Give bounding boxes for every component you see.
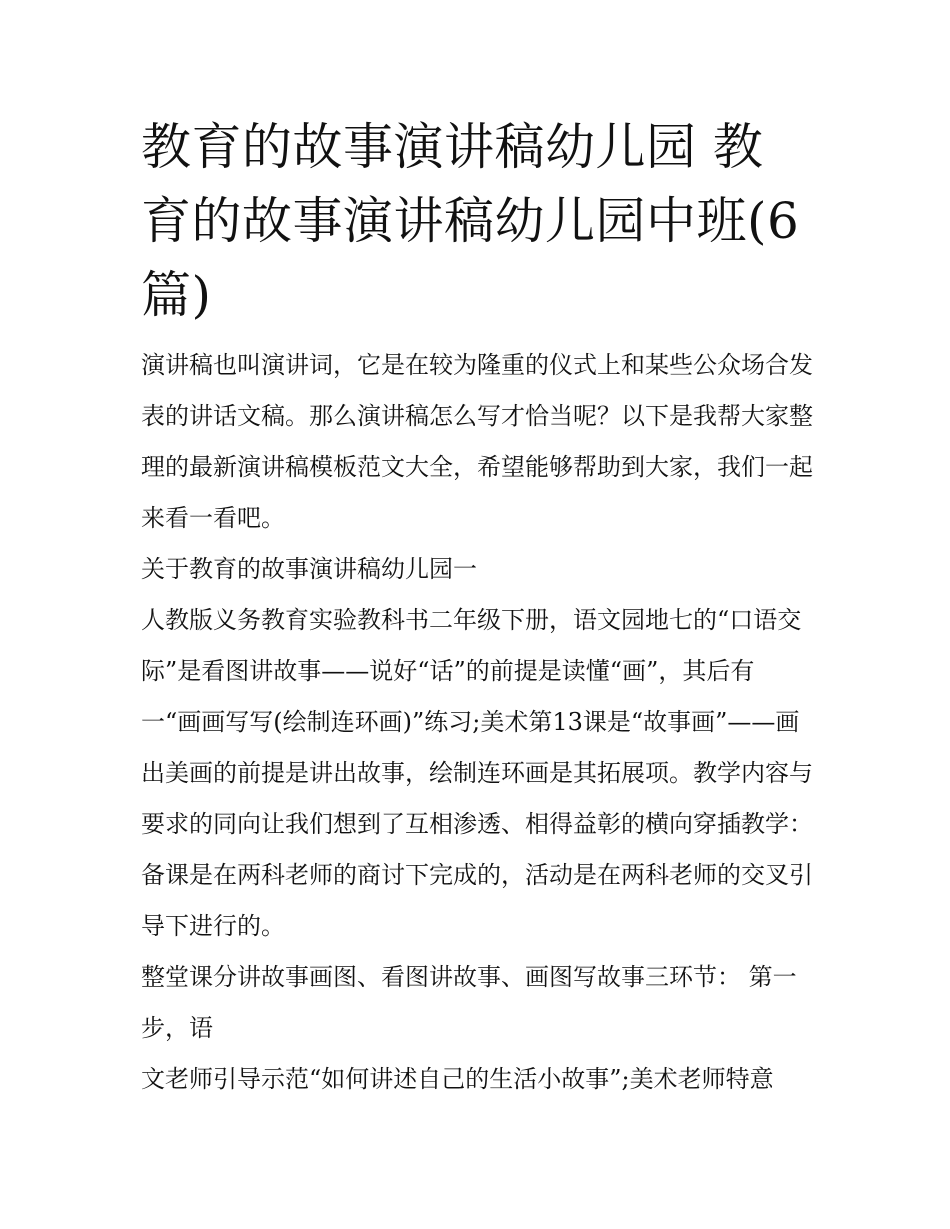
body-paragraph: 人教版义务教育实验教科书二年级下册，语文园地七的“口语交际”是看图讲故事——说好“话”的前提是读懂“画”，其后有一“画画写写(绘制连环画)”练习;美术第13课是“故事画”——画出美画的前提是讲出故事，绘制连环画是其拓展项。教学内容与要求的同向让我们想到了互相渗透、相得益彰的横向穿插教学：备课是在两科老师的商讨下完成的，活动是在两科老师的交叉引导下进行的。 [141,606,813,940]
body-paragraph: 整堂课分讲故事画图、看图讲故事、画图写故事三环节： 第一步，语 [141,963,797,1042]
document-title: 教育的故事演讲稿幼儿园 教育的故事演讲稿幼儿园中班(6篇) [141,118,800,324]
intro-paragraph: 演讲稿也叫演讲词，它是在较为隆重的仪式上和某些公众场合发表的讲话文稿。那么演讲稿怎么写才恰当呢？以下是我帮大家整理的最新演讲稿模板范文大全，希望能够帮助到大家，我们一起来看一看吧。 [141,351,813,532]
body-paragraph: 文老师引导示范“如何讲述自己的生活小故事”;美术老师特意 [141,1065,774,1093]
section-heading: 关于教育的故事演讲稿幼儿园一 [141,555,477,583]
document-page [141,110,813,1105]
